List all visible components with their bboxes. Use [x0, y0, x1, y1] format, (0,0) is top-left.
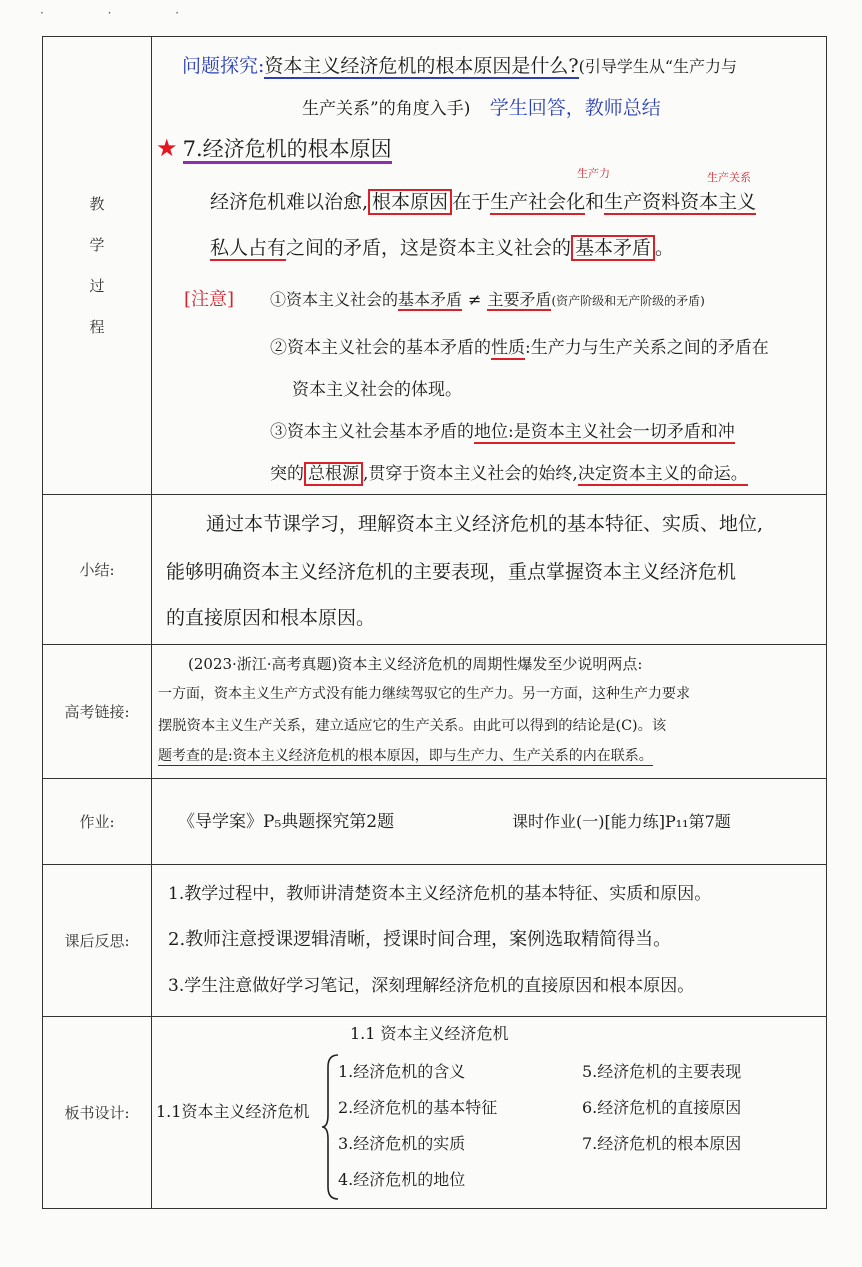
- summary-line: 的直接原因和根本原因。: [166, 607, 376, 629]
- board-item: 3.经济危机的实质: [338, 1134, 466, 1153]
- note-text: :生产力与生产关系之间的矛盾在: [525, 338, 769, 358]
- star-icon: ★: [156, 134, 178, 162]
- p1-text: 在于: [452, 191, 491, 213]
- content-teaching-process: [152, 37, 827, 495]
- inquiry-line-2: [302, 93, 661, 120]
- board-item: 7.经济危机的根本原因: [582, 1134, 742, 1153]
- annotation-relations: 生产关系: [707, 171, 751, 184]
- underlined-socialization: 生产社会化: [490, 191, 586, 213]
- note-underlined: :是资本主义社会一切矛盾和冲: [508, 422, 735, 442]
- board-item: 4.经济危机的地位: [338, 1170, 466, 1189]
- board-root: 1.1资本主义经济危机: [156, 1102, 310, 1121]
- boxed-basic-contradiction: 基本矛盾: [571, 235, 655, 261]
- inquiry-prefix: 问题探究:: [182, 55, 265, 77]
- inquiry-line-1: [182, 51, 737, 78]
- heading-text: 7.经济危机的根本原因: [183, 137, 392, 164]
- exam-line: 题考查的是:资本主义经济危机的根本原因，即与生产力、生产关系的内在联系。: [158, 745, 653, 766]
- board-item: 1.经济危机的含义: [338, 1062, 466, 1081]
- exam-line: (2023·浙江·高考真题)资本主义经济危机的周期性爆发至少说明两点:: [188, 655, 643, 673]
- board-item: 6.经济危机的直接原因: [582, 1098, 742, 1117]
- note-3-cont: [270, 459, 748, 484]
- note-underlined: 决定资本主义的命运。: [577, 464, 748, 484]
- note-text: ,贯穿于资本主义社会的始终,: [363, 464, 578, 484]
- boxed-root-source: 总根源: [304, 462, 363, 486]
- reflection-line: 1.教学过程中，教师讲清楚资本主义经济危机的基本特征、实质和原因。: [168, 884, 712, 904]
- note-text: (资产阶级和无产阶级的矛盾): [551, 294, 705, 308]
- note-text: ②资本主义社会的基本矛盾的: [270, 338, 491, 358]
- boxed-root-cause: 根本原因: [368, 189, 452, 215]
- label-homework: 作业:: [43, 779, 152, 865]
- inquiry-method: 学生回答，教师总结: [489, 97, 661, 119]
- annotation-productivity: 生产力: [577, 167, 610, 180]
- inquiry-suffix: (引导学生从“生产力与: [578, 57, 738, 76]
- label-board-design: 板书设计:: [43, 1017, 152, 1209]
- inquiry-question: 资本主义经济危机的根本原因是什么?: [264, 55, 579, 77]
- p2-text: 。: [655, 237, 675, 259]
- row-teaching-process: [43, 37, 827, 495]
- top-scan-marks: · · ·: [40, 6, 210, 20]
- not-equal-sign: ≠: [468, 290, 482, 309]
- section-heading: [156, 133, 392, 163]
- row-reflection: [43, 865, 827, 1017]
- note-2-cont: 资本主义社会的体现。: [292, 380, 462, 400]
- label-exam-link: 高考链接:: [43, 645, 152, 779]
- label-char: 学: [89, 235, 105, 254]
- row-board-design: [43, 1017, 827, 1209]
- note-text: ①资本主义社会的: [270, 290, 399, 309]
- row-summary: [43, 495, 827, 645]
- content-homework: [152, 779, 827, 865]
- content-reflection: [152, 865, 827, 1017]
- content-board-design: [152, 1017, 827, 1209]
- p1-text: 和: [585, 191, 605, 213]
- label-char: 过: [89, 276, 105, 295]
- note-text: 突的: [270, 464, 304, 484]
- homework-item: 《导学案》P₅典题探究第2题: [178, 812, 395, 832]
- board-item: 2.经济危机的基本特征: [338, 1098, 498, 1117]
- content-exam-link: [152, 645, 827, 779]
- note-label: [注意]: [184, 289, 235, 310]
- note-3: [270, 417, 735, 442]
- reflection-line: 3.学生注意做好学习笔记，深刻理解经济危机的直接原因和根本原因。: [168, 976, 695, 996]
- note-text: ③资本主义社会基本矛盾的: [270, 422, 474, 442]
- underlined-capitalist-ownership: 生产资料资本主义: [604, 191, 757, 213]
- note-underlined: 基本矛盾: [398, 290, 463, 309]
- underlined-private: 私人占有: [210, 237, 287, 259]
- note-2: [270, 333, 769, 358]
- exam-line: 摆脱资本主义生产关系，建立适应它的生产关系。由此可以得到的结论是(C)。该: [158, 718, 667, 734]
- note-underlined: 主要矛盾: [487, 290, 552, 309]
- summary-line: 通过本节课学习，理解资本主义经济危机的基本特征、实质、地位,: [206, 513, 764, 535]
- p1-text: 经济危机难以治愈,: [210, 191, 369, 213]
- lesson-plan-table: [42, 36, 827, 1209]
- homework-item: 课时作业(一)[能力练]P₁₁第7题: [512, 812, 731, 831]
- summary-line: 能够明确资本主义经济危机的主要表现，重点掌握资本主义经济危机: [166, 561, 737, 583]
- board-item: 5.经济危机的主要表现: [582, 1062, 742, 1081]
- p2-text: 之间的矛盾，这是资本主义社会的: [286, 237, 572, 259]
- reflection-line: 2.教师注意授课逻辑清晰，授课时间合理，案例选取精简得当。: [168, 929, 672, 950]
- label-char: 程: [89, 317, 105, 336]
- paragraph-line-2: [210, 233, 674, 260]
- note-1: [270, 287, 705, 310]
- board-title: 1.1 资本主义经济危机: [350, 1024, 509, 1043]
- row-homework: [43, 779, 827, 865]
- label-reflection: 课后反思:: [43, 865, 152, 1017]
- exam-line: 一方面，资本主义生产方式没有能力继续驾驭它的生产力。另一方面，这种生产力要求: [158, 686, 690, 702]
- label-teaching-process: [43, 37, 152, 495]
- content-summary: [152, 495, 827, 645]
- note-underlined: 地位: [474, 422, 508, 442]
- label-char: 教: [89, 194, 105, 213]
- label-summary: 小结:: [43, 495, 152, 645]
- inquiry-hint: 生产关系”的角度入手): [302, 99, 471, 119]
- row-exam-link: [43, 645, 827, 779]
- paragraph-line-1: [210, 187, 756, 214]
- note-underlined: 性质: [491, 338, 525, 358]
